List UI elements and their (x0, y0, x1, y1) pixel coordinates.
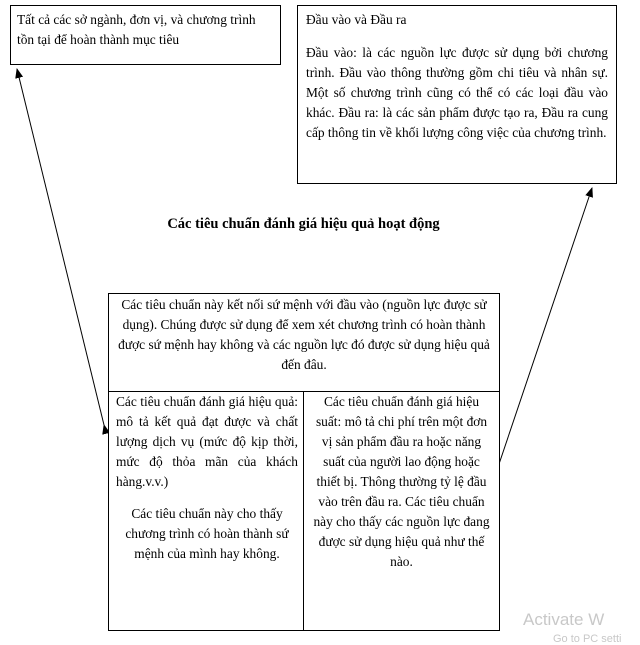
diagram-heading: Các tiêu chuẩn đánh giá hiệu quả hoạt động (167, 216, 440, 232)
effectiveness-cell (109, 392, 304, 630)
inputs-outputs-box (297, 5, 617, 184)
mission-text: Tất cả các sở ngành, đơn vị, và chương trình tồn tại để hoàn thành mục tiêu (17, 12, 256, 47)
activation-watermark: Activate W (523, 610, 605, 629)
efficiency-cell (304, 392, 499, 630)
activation-watermark-sub: Go to PC setti (553, 633, 622, 645)
inputs-outputs-title: Đầu vào và Đầu ra (306, 12, 407, 27)
effectiveness-description: Các tiêu chuẩn đánh giá hiệu quả: mô tả kết quả đạt được và chất lượng dịch vụ (mức độ kịp thời, mức độ thỏa mãn của khách hàng.v.v.) (116, 394, 298, 489)
performance-standards-box (108, 293, 500, 631)
standards-intro-text: Các tiêu chuẩn này kết nối sứ mệnh với đầu vào (nguồn lực được sử dụng). Chúng được sử dụng để xem xét chương trình có hoàn thành được sứ mệnh hay không và các nguồn lực đó được sử dụng hiệu quả đến đâu. (118, 297, 490, 372)
mission-box (10, 5, 281, 65)
inputs-outputs-body: Đầu vào: là các nguồn lực được sử dụng bởi chương trình. Đầu vào thông thường gồm chi tiêu và nhân sự. Một số chương trình cũng có thể có các loại đầu vào khác. Đầu ra: là các sản phẩm được tạo ra, Đầu ra cung cấp thông tin về khối lượng công việc của chương trình. (306, 45, 608, 140)
effectiveness-purpose: Các tiêu chuẩn này cho thấy chương trình có hoàn thành sứ mệnh của mình hay không. (125, 506, 289, 561)
efficiency-description: Các tiêu chuẩn đánh giá hiệu suất: mô tả chi phí trên một đơn vị sản phẩm đầu ra hoặc năng suất của người lao động hoặc thiết bị. Thông thường tỷ lệ đầu vào trên đầu ra. Các tiêu chuẩn này cho thấy các nguồn lực đang được sử dụng hiệu quả như thế nào. (313, 394, 490, 569)
standards-intro-cell (109, 294, 499, 392)
arrow-left-double (17, 69, 104, 425)
